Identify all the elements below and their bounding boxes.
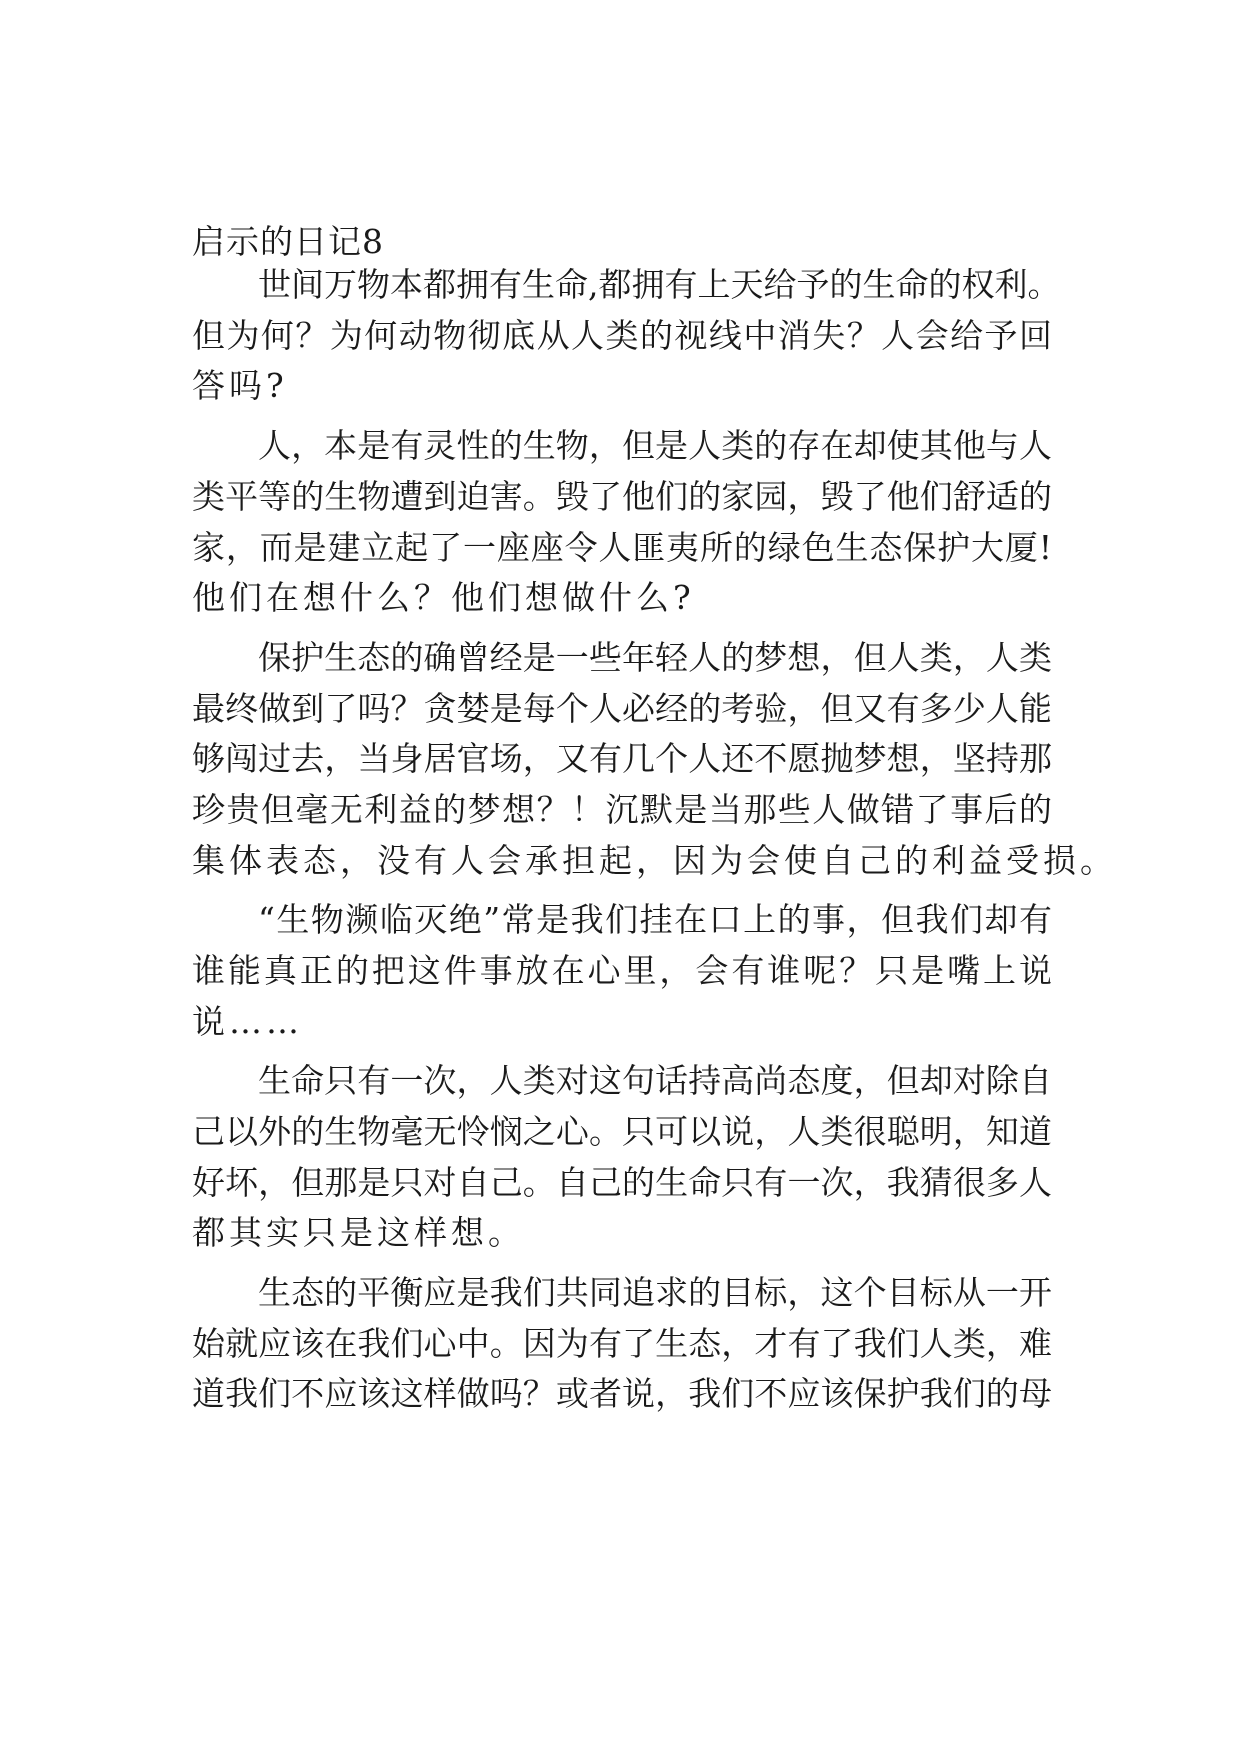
paragraph-5-line-3: 好坏，但那是只对自己。自己的生命只有一次，我猜很多人: [192, 1163, 1052, 1202]
paragraph-1-line-2: 但为何？为何动物彻底从人类的视线中消失？人会给予回: [192, 316, 1052, 355]
paragraph-5-line-1: 生命只有一次，人类对这句话持高尚态度，但却对除自: [258, 1061, 1052, 1100]
paragraph-6-line-2: 始就应该在我们心中。因为有了生态，才有了我们人类，难: [192, 1324, 1052, 1363]
paragraph-3-line-5: 集体表态，没有人会承担起，因为会使自己的利益受损。: [192, 841, 1117, 880]
paragraph-2-line-4: 他们在想什么？他们想做什么?: [192, 578, 695, 617]
paragraph-2-line-1: 人，本是有灵性的生物，但是人类的存在却使其他与人: [258, 426, 1052, 465]
paragraph-2-line-3: 家，而是建立起了一座座令人匪夷所的绿色生态保护大厦!: [192, 528, 1052, 567]
paragraph-1-line-3: 答吗?: [192, 366, 288, 405]
document-title: 启示的日记8: [192, 222, 384, 261]
paragraph-4-line-2: 谁能真正的把这件事放在心里，会有谁呢？只是嘴上说: [192, 951, 1052, 990]
paragraph-6-line-3: 道我们不应该这样做吗？或者说，我们不应该保护我们的母: [192, 1374, 1052, 1413]
paragraph-3-line-3: 够闯过去，当身居官场，又有几个人还不愿抛梦想，坚持那: [192, 739, 1052, 778]
paragraph-2-line-2: 类平等的生物遭到迫害。毁了他们的家园，毁了他们舒适的: [192, 477, 1052, 516]
paragraph-5-line-2: 己以外的生物毫无怜悯之心。只可以说，人类很聪明，知道: [192, 1112, 1052, 1151]
paragraph-6-line-1: 生态的平衡应是我们共同追求的目标，这个目标从一开: [258, 1273, 1052, 1312]
paragraph-4-line-1: “生物濒临灭绝”常是我们挂在口上的事，但我们却有: [258, 900, 1052, 939]
paragraph-3-line-1: 保护生态的确曾经是一些年轻人的梦想，但人类，人类: [258, 638, 1052, 677]
paragraph-4-line-3: 说……: [192, 1002, 303, 1041]
paragraph-1-line-1: 世间万物本都拥有生命,都拥有上天给予的生命的权利。: [258, 265, 1061, 304]
paragraph-3-line-2: 最终做到了吗？贪婪是每个人必经的考验，但又有多少人能: [192, 689, 1052, 728]
paragraph-3-line-4: 珍贵但毫无利益的梦想？！沉默是当那些人做错了事后的: [192, 790, 1052, 829]
paragraph-5-line-4: 都其实只是这样想。: [192, 1213, 525, 1252]
